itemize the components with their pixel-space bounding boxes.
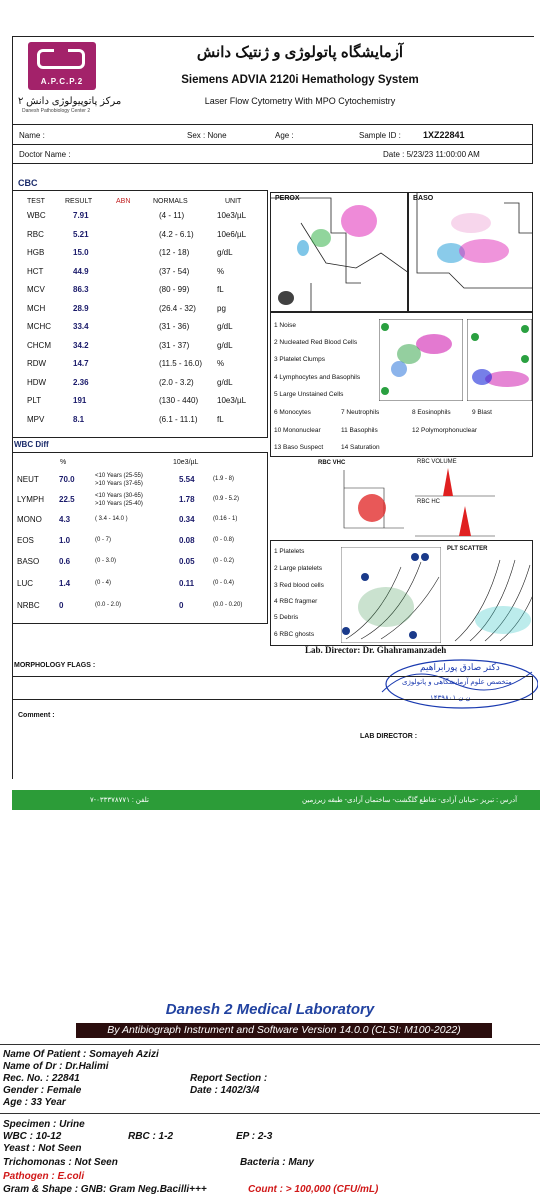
cbc-normal-range: (37 - 54) bbox=[159, 266, 190, 276]
cbc-normal-range: (4 - 11) bbox=[159, 211, 185, 220]
sample-id-label: Sample ID : bbox=[359, 131, 401, 140]
cbc-normal-range: (31 - 36) bbox=[159, 322, 190, 331]
wbc-percent-range: >10 Years (25-40) bbox=[95, 501, 143, 507]
sex-label: Sex : None bbox=[187, 131, 227, 140]
wbc-pct-header: % bbox=[60, 459, 67, 466]
legend-item: 6 Monocytes bbox=[274, 409, 311, 416]
cbc-header-result: RESULT bbox=[65, 198, 93, 205]
wbc-absolute-range: (1.9 - 8) bbox=[213, 476, 235, 482]
rbc-volume-plot bbox=[415, 458, 495, 498]
legend-item: 9 Blast bbox=[472, 409, 492, 416]
plt-legend-item: 5 Debris bbox=[274, 614, 299, 621]
cbc-header-abn: ABN bbox=[116, 198, 131, 205]
wbc-cell-name: BASO bbox=[17, 557, 40, 566]
lab-name-title: Danesh 2 Medical Laboratory bbox=[165, 1001, 375, 1018]
wbc-percent-range: (0 - 7) bbox=[95, 537, 112, 543]
baso-cluster-plot bbox=[467, 319, 532, 401]
cbc-normal-range: (12 - 18) bbox=[159, 248, 190, 257]
lab-title-farsi: آزمایشگاه پاتولوژی و ژنتیک دانش bbox=[196, 44, 404, 61]
instrument-banner bbox=[76, 1023, 492, 1038]
sample-id-value: 1XZ22841 bbox=[423, 130, 465, 140]
wbc-percent: 1.4 bbox=[59, 579, 71, 588]
address-text: آدرس : تبریز -خیابان آزادی- تقاطع گلگشت- ساختمان آزادی- طبقه زیرزمین bbox=[302, 797, 518, 804]
cbc-row bbox=[13, 359, 269, 377]
plt-area bbox=[270, 540, 533, 646]
patient-name: Name Of Patient : Somayeh Azizi bbox=[3, 1049, 159, 1060]
cbc-result: 191 bbox=[73, 396, 87, 405]
wbc-percent: 22.5 bbox=[59, 495, 75, 504]
age: Age : 33 Year bbox=[3, 1097, 66, 1108]
lab-director-label: LAB DIRECTOR : bbox=[360, 733, 418, 740]
specimen: Specimen : Urine bbox=[3, 1119, 85, 1130]
cbc-header-unit: UNIT bbox=[225, 198, 242, 205]
cbc-normal-range: (80 - 99) bbox=[159, 285, 190, 294]
lab-director-signature-name: Lab. Director: Dr. Ghahramanzadeh bbox=[305, 645, 447, 655]
wbc-abs-header: 10e3/µL bbox=[173, 459, 199, 466]
info-divider bbox=[13, 144, 532, 145]
report-section: Report Section : bbox=[190, 1073, 268, 1084]
cbc-unit: % bbox=[217, 266, 225, 276]
bacteria-result: Bacteria : Many bbox=[240, 1157, 314, 1168]
cbc-test-name: MCHC bbox=[27, 322, 51, 331]
plt-legend-item: 2 Large platelets bbox=[274, 565, 323, 572]
wbc-absolute: 5.54 bbox=[179, 475, 195, 484]
wbc-percent: 1.0 bbox=[59, 536, 71, 545]
logo-english-name: Danesh Pathobiology Center 2 bbox=[22, 108, 91, 114]
system-subtitle: Laser Flow Cytometry With MPO Cytochemistry bbox=[204, 96, 396, 106]
wbc-absolute: 0.05 bbox=[179, 557, 195, 566]
logo-farsi-name: مرکز پاتوپیولوژی دانش ۲ bbox=[18, 96, 122, 107]
morphology-flags-label: MORPHOLOGY FLAGS : bbox=[14, 662, 96, 669]
legend-item: 4 Lymphocytes and Basophils bbox=[274, 374, 361, 381]
stamp-title: متخصص علوم آزمایشگاهی و پاتولوژی bbox=[402, 679, 512, 686]
wbc-absolute-range: (0.16 - 1) bbox=[213, 516, 238, 522]
perox-scatter bbox=[271, 193, 408, 312]
legend-item: 8 Eosinophils bbox=[412, 409, 451, 416]
cbc-result: 34.2 bbox=[73, 340, 89, 350]
cbc-test-name: MPV bbox=[27, 414, 45, 424]
legend-item: 2 Nucleated Red Blood Cells bbox=[274, 339, 358, 346]
plt-legend-item: 1 Platelets bbox=[274, 548, 305, 555]
cbc-row bbox=[13, 378, 269, 396]
cbc-unit: 10e3/µL bbox=[217, 396, 247, 405]
plt-scatter-right bbox=[445, 555, 533, 643]
legend-item: 10 Mononuclear bbox=[274, 427, 321, 434]
cbc-test-name: MCV bbox=[27, 285, 45, 294]
address-bar bbox=[12, 790, 540, 810]
wbc-cell-name: EOS bbox=[17, 536, 34, 545]
wbc-row bbox=[13, 513, 269, 531]
plt-scatter-label: PLT SCATTER bbox=[447, 546, 488, 552]
cbc-result: 5.21 bbox=[73, 229, 89, 239]
cbc-row bbox=[13, 415, 269, 433]
wbc-cell-name: LYMPH bbox=[17, 495, 44, 504]
wbc-cluster-legend bbox=[270, 312, 533, 457]
wbc-absolute: 0 bbox=[179, 601, 184, 610]
cbc-result: 86.3 bbox=[73, 285, 89, 294]
ep-result: EP : 2-3 bbox=[236, 1131, 273, 1142]
wbc-percent-range: (0 - 3.0) bbox=[95, 558, 117, 564]
wbc-diff-title: WBC Diff bbox=[14, 440, 49, 449]
cbc-row bbox=[13, 341, 269, 359]
cbc-test-name: CHCM bbox=[27, 340, 51, 350]
doctor-label: Doctor Name : bbox=[19, 150, 71, 159]
cbc-normal-range: (4.2 - 6.1) bbox=[159, 229, 194, 239]
plt-legend-item: 4 RBC fragmer bbox=[274, 598, 318, 605]
cbc-result: 14.7 bbox=[73, 359, 89, 368]
wbc-row bbox=[13, 577, 269, 595]
cbc-normal-range: (2.0 - 3.2) bbox=[159, 377, 194, 387]
rec-no: Rec. No. : 22841 bbox=[3, 1073, 80, 1084]
cbc-unit: g/dL bbox=[217, 377, 233, 387]
system-title: Siemens ADVIA 2120i Hemathology System bbox=[181, 74, 419, 86]
legend-item: 7 Neutrophils bbox=[341, 409, 380, 416]
legend-item: 5 Large Unstained Cells bbox=[274, 391, 344, 398]
lab-logo bbox=[28, 42, 96, 90]
cbc-row bbox=[13, 248, 269, 266]
cbc-test-name: RBC bbox=[27, 229, 44, 239]
cbc-unit: g/dL bbox=[217, 322, 233, 331]
cbc-row bbox=[13, 304, 269, 322]
wbc-percent: 0.6 bbox=[59, 557, 71, 566]
cbc-normal-range: (11.5 - 16.0) bbox=[159, 359, 202, 368]
rbc-vhc-label: RBC VHC bbox=[318, 460, 346, 466]
wbc-diff-table bbox=[12, 452, 268, 624]
wbc-cell-name: LUC bbox=[17, 579, 34, 588]
legend-item: 14 Saturation bbox=[341, 444, 380, 451]
wbc-absolute: 1.78 bbox=[179, 495, 195, 504]
instrument-banner-text: By Antibiograph Instrument and Software Version 14.0.0 (CLSI: M100-2022) bbox=[107, 1024, 461, 1036]
wbc-percent-range: <10 Years (25-55) bbox=[95, 473, 143, 479]
cbc-header-test: TEST bbox=[27, 198, 45, 205]
wbc-row bbox=[13, 599, 269, 617]
wbc-absolute-range: (0.9 - 5.2) bbox=[213, 496, 240, 502]
patient-info-box bbox=[12, 124, 533, 164]
wbc-percent: 4.3 bbox=[59, 515, 71, 524]
legend-item: 1 Noise bbox=[274, 322, 297, 329]
report-divider bbox=[0, 1113, 540, 1114]
cbc-unit: g/dL bbox=[217, 340, 233, 350]
cbc-result: 44.9 bbox=[73, 266, 89, 276]
cbc-result: 2.36 bbox=[73, 377, 89, 387]
wbc-percent-range: (0.0 - 2.0) bbox=[95, 602, 122, 608]
cbc-result: 7.91 bbox=[73, 211, 89, 220]
cbc-row bbox=[13, 285, 269, 303]
yeast-result: Yeast : Not Seen bbox=[3, 1143, 82, 1154]
cbc-row bbox=[13, 322, 269, 340]
wbc-percent-range: (0 - 4) bbox=[95, 580, 112, 586]
cbc-row bbox=[13, 230, 269, 248]
name-label: Name : bbox=[19, 131, 45, 140]
stamp-code: ن.ن ۱۴۳۹۸۰۱ bbox=[430, 695, 471, 702]
cbc-header-normals: NORMALS bbox=[153, 198, 188, 205]
cbc-result: 28.9 bbox=[73, 303, 89, 313]
wbc-row bbox=[13, 534, 269, 552]
cbc-unit: pg bbox=[217, 303, 226, 313]
wbc-percent-range: >10 Years (37-65) bbox=[95, 481, 143, 487]
rbc-hc-label: RBC HC bbox=[417, 499, 441, 505]
rbc-volume-label: RBC VOLUME bbox=[417, 459, 457, 465]
trichomonas-result: Trichomonas : Not Seen bbox=[3, 1157, 118, 1168]
wbc-cell-name: NRBC bbox=[17, 601, 40, 610]
rbc-vhc-scatter bbox=[314, 458, 410, 538]
legend-item: 12 Polymorphonuclear bbox=[412, 427, 478, 434]
plt-legend-item: 3 Red blood cells bbox=[274, 582, 324, 589]
cbc-unit: 10e3/µL bbox=[217, 211, 247, 220]
wbc-percent-range: <10 Years (30-65) bbox=[95, 493, 143, 499]
wbc-percent-range: ( 3.4 - 14.0 ) bbox=[95, 516, 128, 522]
perox-label: PEROX bbox=[275, 195, 300, 202]
rbc-hc-plot bbox=[415, 498, 495, 538]
cbc-test-name: HCT bbox=[27, 266, 44, 276]
legend-item: 13 Baso Suspect bbox=[274, 444, 324, 451]
wbc-result: WBC : 10-12 bbox=[3, 1131, 62, 1142]
rbc-result: RBC : 1-2 bbox=[128, 1131, 174, 1142]
wbc-cell-name: MONO bbox=[17, 515, 42, 524]
wbc-absolute-range: (0.0 - 0.20) bbox=[213, 602, 243, 608]
phone-text: تلفن : ۰۳۳۳۷۸۷۷۱-۷ bbox=[90, 797, 149, 804]
cbc-test-name: HGB bbox=[27, 248, 45, 257]
wbc-percent: 70.0 bbox=[59, 475, 75, 484]
cbc-row bbox=[13, 211, 269, 229]
cbc-test-name: HDW bbox=[27, 377, 47, 387]
morphology-flags-box bbox=[12, 676, 533, 700]
culture-report-page bbox=[0, 895, 540, 1200]
cbc-unit: % bbox=[217, 359, 225, 368]
rbc-vhc-plot bbox=[314, 458, 410, 538]
wbc-row bbox=[13, 493, 269, 511]
baso-label: BASO bbox=[413, 195, 434, 202]
cbc-normal-range: (6.1 - 11.1) bbox=[159, 414, 198, 424]
legend-item: 11 Basophils bbox=[341, 427, 378, 434]
legend-item: 3 Platelet Clumps bbox=[274, 356, 325, 363]
baso-plot bbox=[408, 192, 533, 312]
wbc-absolute: 0.11 bbox=[179, 579, 195, 588]
cbc-normal-range: (130 - 440) bbox=[159, 396, 199, 405]
logo-text: A.P.C.P.2 bbox=[40, 77, 84, 86]
baso-scatter bbox=[409, 193, 533, 312]
cbc-unit: g/dL bbox=[217, 248, 233, 257]
cbc-row bbox=[13, 396, 269, 414]
cbc-test-name: MCH bbox=[27, 303, 46, 313]
perox-plot bbox=[270, 192, 408, 312]
wbc-absolute-range: (0 - 0.2) bbox=[213, 558, 235, 564]
cbc-test-name: RDW bbox=[27, 359, 47, 368]
report-divider bbox=[0, 1044, 540, 1045]
perox-cluster-plot bbox=[379, 319, 463, 401]
plt-legend-item: 6 RBC ghosts bbox=[274, 631, 315, 638]
gram-shape-result: Gram & Shape : GNB: Gram Neg.Bacilli+++ bbox=[3, 1184, 207, 1195]
cbc-normal-range: (31 - 37) bbox=[159, 340, 190, 350]
cbc-table bbox=[12, 190, 268, 438]
wbc-row bbox=[13, 555, 269, 573]
stamp-name: دکتر صادق پورابراهیم bbox=[420, 662, 500, 672]
cbc-result: 15.0 bbox=[73, 248, 89, 257]
cbc-unit: fL bbox=[217, 285, 224, 294]
pathogen-result: Pathogen : E.coli bbox=[3, 1171, 85, 1182]
wbc-absolute-range: (0 - 0.4) bbox=[213, 580, 235, 586]
wbc-percent: 0 bbox=[59, 601, 64, 610]
doctor-name: Name of Dr : Dr.Halimi bbox=[3, 1061, 109, 1072]
cbc-test-name: PLT bbox=[27, 396, 42, 405]
age-label: Age : bbox=[275, 131, 294, 140]
plt-scatter-left bbox=[341, 547, 441, 643]
comment-label: Comment : bbox=[18, 712, 55, 719]
cbc-test-name: WBC bbox=[27, 211, 46, 220]
wbc-absolute: 0.08 bbox=[179, 536, 195, 545]
cbc-result: 8.1 bbox=[73, 414, 85, 424]
cbc-unit: fL bbox=[217, 414, 224, 424]
wbc-absolute: 0.34 bbox=[179, 515, 195, 524]
wbc-cell-name: NEUT bbox=[17, 475, 39, 484]
wbc-absolute-range: (0 - 0.8) bbox=[213, 537, 235, 543]
colony-count-result: Count : > 100,000 (CFU/mL) bbox=[248, 1184, 379, 1195]
date-label: Date : 5/23/23 11:00:00 AM bbox=[383, 150, 480, 159]
cbc-unit: 10e6/µL bbox=[217, 229, 247, 239]
cbc-normal-range: (26.4 - 32) bbox=[159, 303, 196, 313]
cbc-title: CBC bbox=[18, 178, 38, 188]
logo-mark-icon bbox=[37, 49, 85, 69]
gender: Gender : Female bbox=[3, 1085, 82, 1096]
report-date: Date : 1402/3/4 bbox=[190, 1085, 260, 1096]
wbc-row bbox=[13, 473, 269, 491]
cbc-result: 33.4 bbox=[73, 322, 89, 331]
cbc-row bbox=[13, 267, 269, 285]
